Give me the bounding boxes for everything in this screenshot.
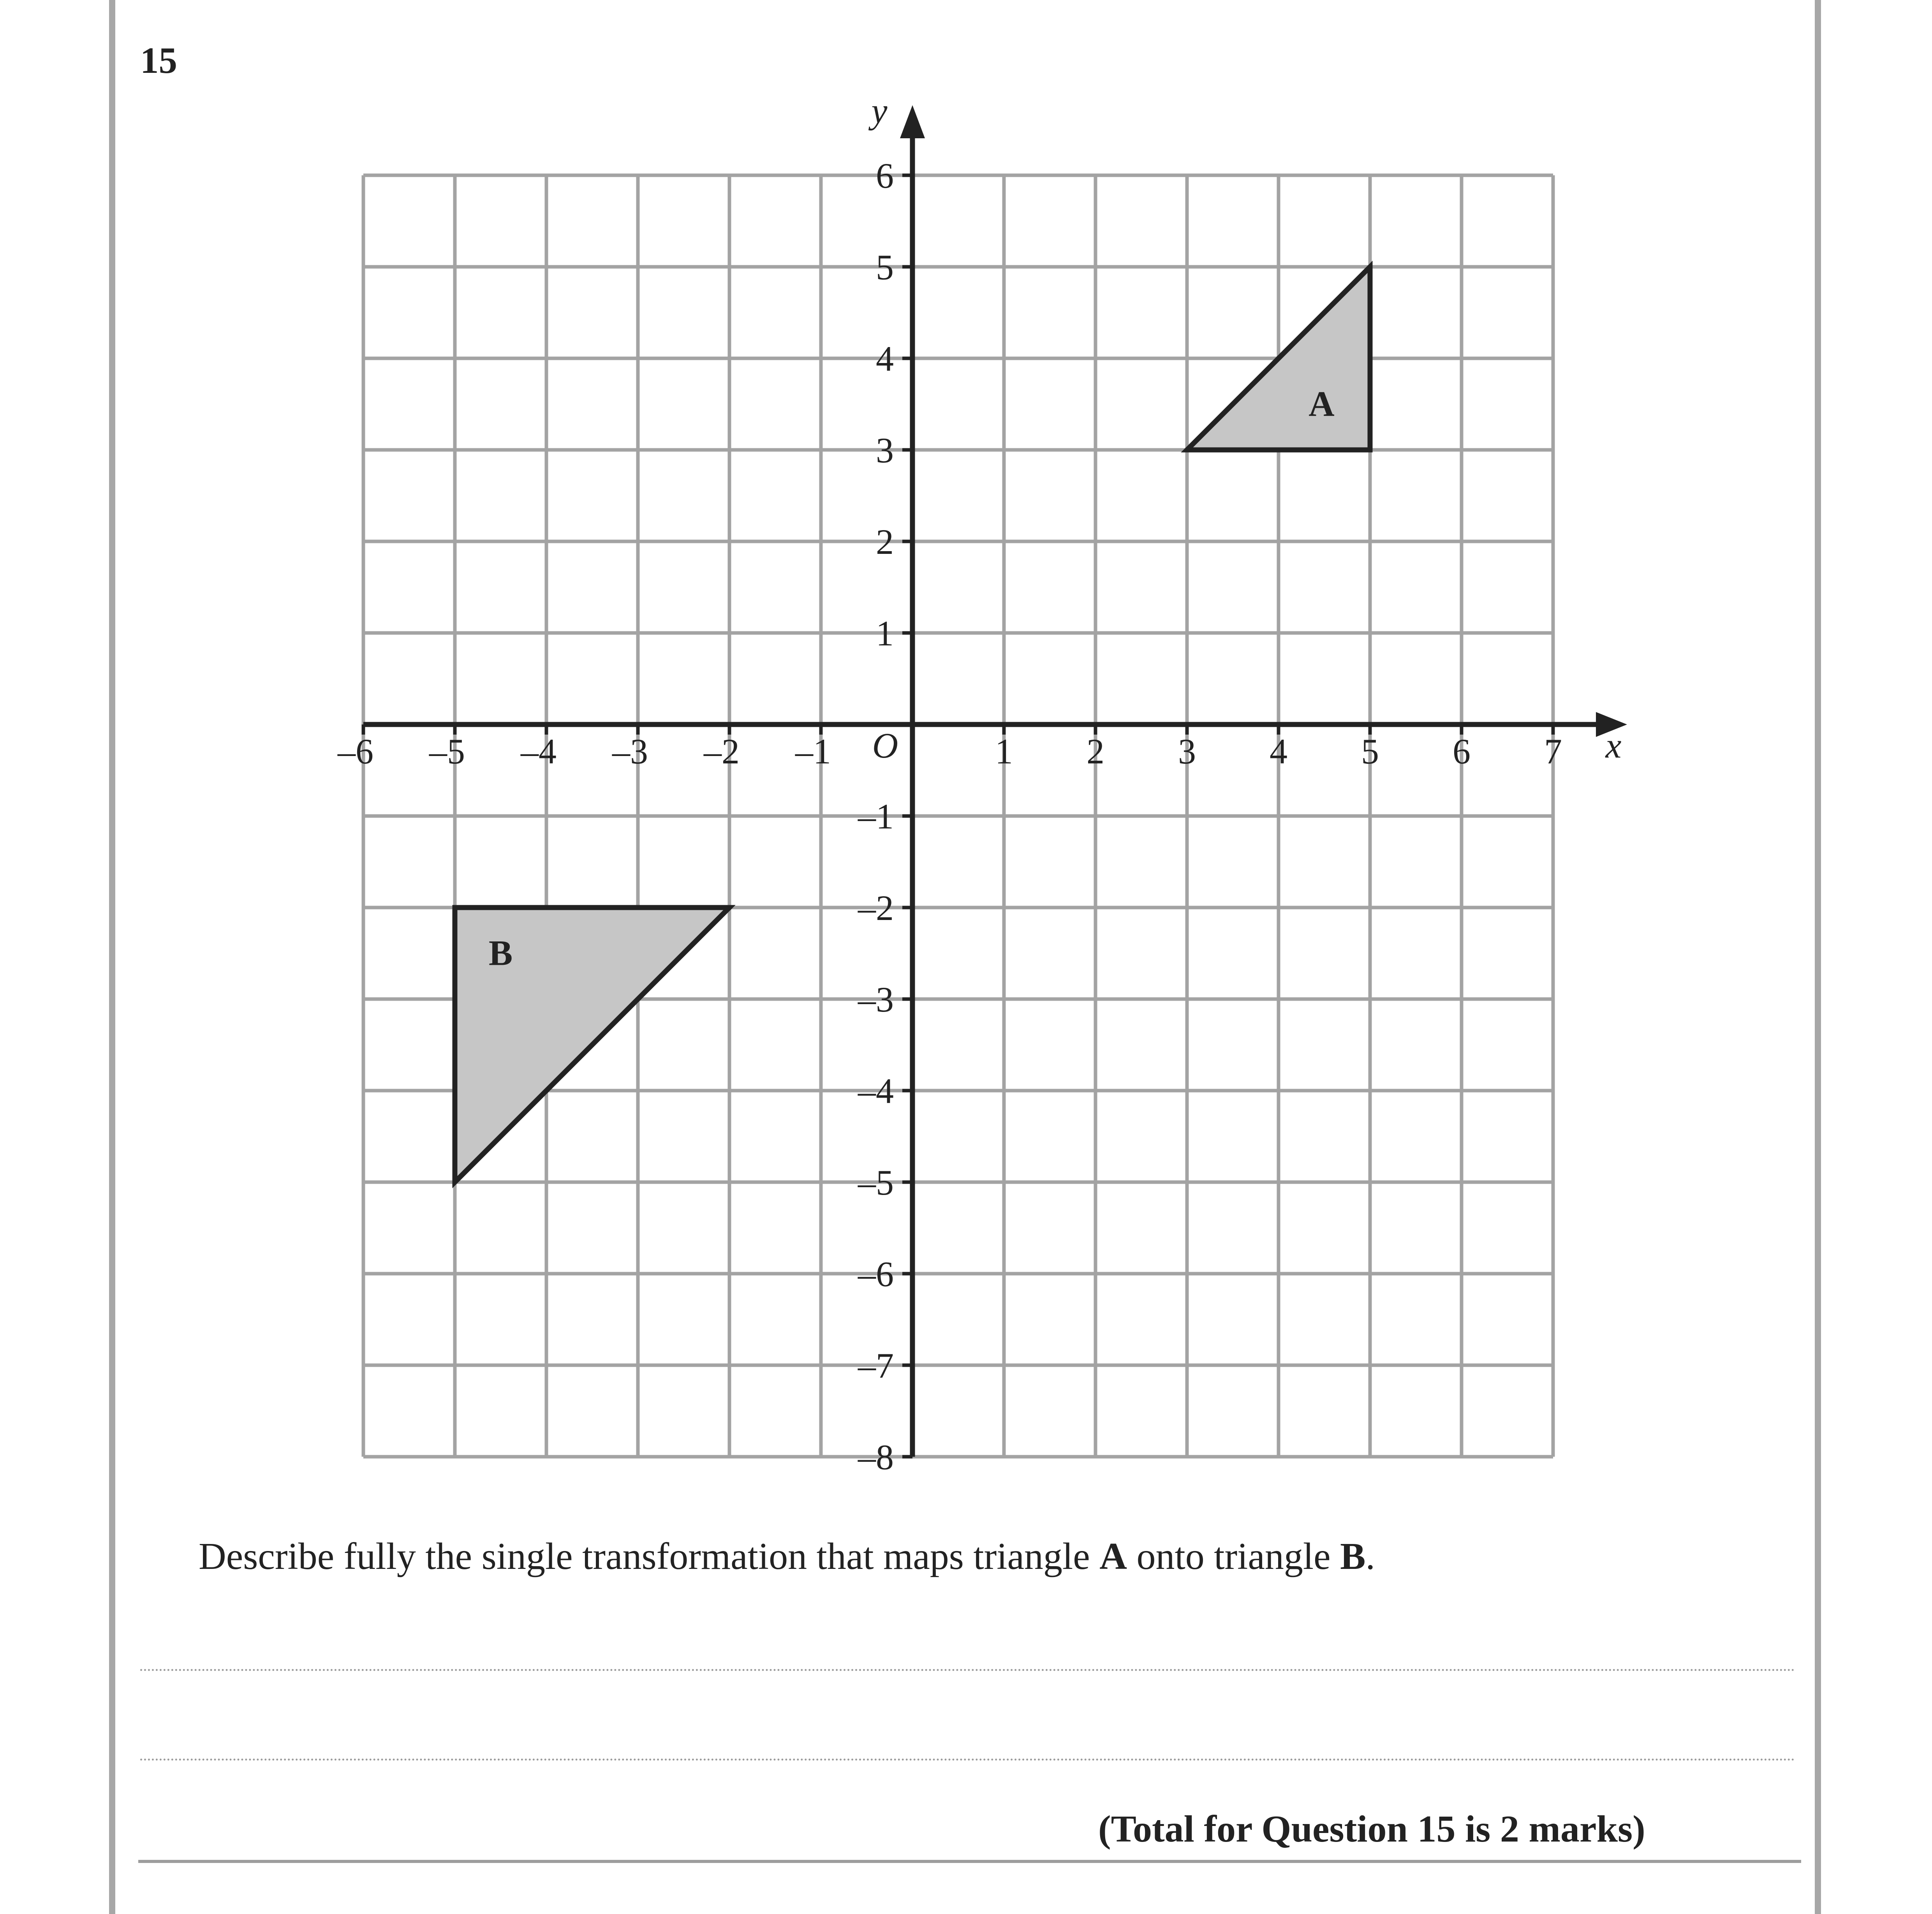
y-tick-label: 5 bbox=[876, 247, 894, 287]
x-tick-label: 7 bbox=[1544, 731, 1562, 771]
y-axis-label: y bbox=[871, 91, 888, 130]
origin-label: O bbox=[872, 726, 898, 765]
y-tick-label: –4 bbox=[858, 1071, 894, 1111]
prompt-text-end: . bbox=[1365, 1535, 1375, 1577]
x-tick-label: –3 bbox=[612, 731, 648, 771]
x-tick-label: –4 bbox=[521, 731, 557, 771]
x-tick-label: 1 bbox=[995, 731, 1013, 771]
answer-line-1[interactable] bbox=[140, 1669, 1795, 1671]
total-marks: (Total for Question 15 is 2 marks) bbox=[1098, 1808, 1645, 1850]
prompt-triangle-b: B bbox=[1340, 1535, 1366, 1577]
y-tick-label: 3 bbox=[876, 430, 894, 470]
y-tick-label: –1 bbox=[858, 797, 894, 836]
y-tick-label: 6 bbox=[876, 156, 894, 196]
y-tick-label: –8 bbox=[858, 1437, 894, 1477]
y-tick-label: –6 bbox=[858, 1254, 894, 1294]
question-prompt bbox=[199, 1535, 1375, 1578]
y-tick-label: 4 bbox=[876, 339, 894, 379]
prompt-text-start: Describe fully the single transformation that maps triangle bbox=[199, 1535, 1100, 1577]
y-tick-label: 2 bbox=[876, 522, 894, 562]
triangle-a-label: A bbox=[1309, 384, 1335, 424]
triangle-b-label: B bbox=[488, 933, 513, 973]
prompt-triangle-a: A bbox=[1099, 1535, 1127, 1577]
y-tick-label: –2 bbox=[858, 888, 894, 928]
x-tick-label: 6 bbox=[1453, 731, 1471, 771]
axes bbox=[363, 105, 1627, 1457]
x-tick-label: –5 bbox=[429, 731, 465, 771]
question-number: 15 bbox=[140, 40, 177, 81]
answer-line-2[interactable] bbox=[140, 1759, 1795, 1761]
bottom-rule bbox=[138, 1860, 1801, 1863]
y-tick-label: 1 bbox=[876, 613, 894, 653]
x-tick-label: –1 bbox=[795, 731, 831, 771]
x-tick-label: 2 bbox=[1087, 731, 1104, 771]
x-tick-label: 5 bbox=[1361, 731, 1379, 771]
y-tick-label: –7 bbox=[858, 1346, 894, 1385]
tick-labels bbox=[337, 91, 1622, 1477]
x-tick-label: –2 bbox=[704, 731, 740, 771]
y-tick-label: –3 bbox=[858, 980, 894, 1019]
grid-lines bbox=[363, 175, 1553, 1457]
x-axis-label: x bbox=[1605, 726, 1622, 765]
x-tick-label: 4 bbox=[1270, 731, 1287, 771]
prompt-text-middle: onto triangle bbox=[1127, 1535, 1340, 1577]
y-axis-arrow-icon bbox=[900, 105, 925, 138]
x-tick-label: 3 bbox=[1178, 731, 1196, 771]
x-tick-label: –6 bbox=[338, 731, 373, 771]
y-tick-label: –5 bbox=[858, 1163, 894, 1202]
